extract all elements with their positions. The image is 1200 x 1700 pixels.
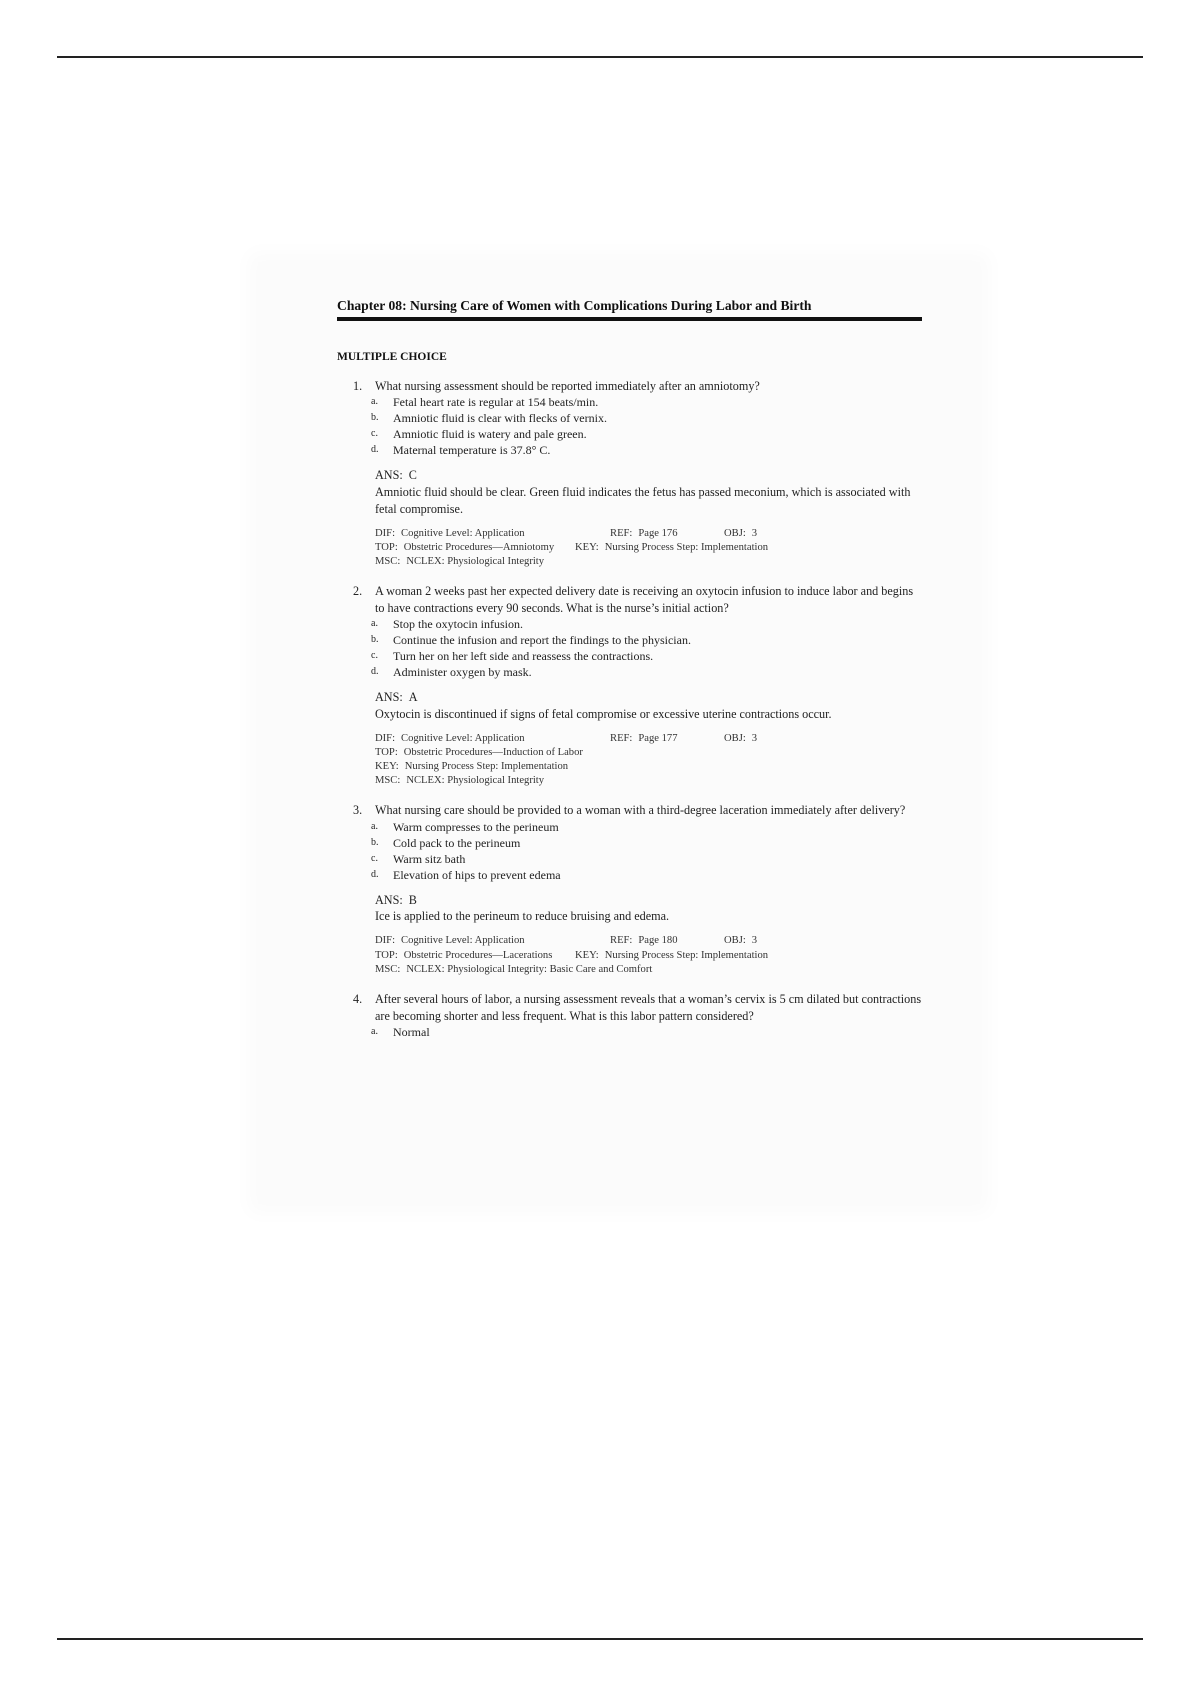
question-metadata: [375, 934, 922, 977]
option-c: [371, 426, 922, 442]
question-text: What nursing care should be provided to a woman with a third-degree laceration immediately after delivery?: [375, 803, 906, 818]
chapter-title: Chapter 08: Nursing Care of Women with Complications During Labor and Birth: [337, 297, 922, 321]
question-3: [337, 802, 922, 977]
option-text: Warm compresses to the perineum: [393, 819, 559, 834]
option-text: Elevation of hips to prevent edema: [393, 867, 561, 882]
question-stem: [337, 378, 922, 395]
obj-value: 3: [751, 935, 758, 947]
option-text: Normal: [393, 1025, 430, 1040]
question-metadata: [375, 732, 922, 789]
option-letter: b.: [371, 412, 379, 423]
page-top-rule: [57, 56, 1143, 58]
section-heading: MULTIPLE CHOICE: [337, 351, 447, 363]
key-value: Nursing Process Step: Implementation: [604, 541, 769, 553]
obj-label: OBJ:: [724, 527, 746, 539]
option-text: Cold pack to the perineum: [393, 835, 521, 850]
msc-value: NCLEX: Physiological Integrity: [406, 775, 545, 787]
option-a: [371, 394, 922, 410]
option-letter: c.: [371, 852, 378, 864]
option-d: [371, 442, 922, 458]
ref-label: REF:: [610, 732, 633, 744]
option-letter: d.: [371, 868, 379, 880]
answer-label: ANS:: [375, 892, 403, 907]
option-text: Turn her on her left side and reassess the contractions.: [393, 649, 654, 664]
msc-label: MSC:: [375, 775, 401, 787]
dif-label: DIF:: [375, 527, 396, 539]
option-letter: d.: [371, 444, 379, 455]
obj-label: OBJ:: [724, 935, 746, 947]
option-c: [371, 851, 922, 867]
option-a: [371, 819, 922, 835]
option-letter: a.: [371, 396, 378, 407]
option-text: Stop the oxytocin infusion.: [393, 617, 523, 632]
answer-label: ANS:: [375, 690, 403, 705]
option-text: Continue the infusion and report the findings to the physician.: [393, 633, 691, 648]
question-2: [337, 583, 922, 788]
option-c: [371, 648, 922, 664]
question-text: What nursing assessment should be reported immediately after an amniotomy?: [375, 378, 760, 393]
question-metadata: [375, 527, 922, 570]
ref-value: Page 180: [638, 935, 678, 947]
option-letter: b.: [371, 836, 379, 848]
option-a: [371, 616, 922, 632]
obj-value: 3: [751, 527, 758, 539]
rationale-text: Oxytocin is discontinued if signs of fetal compromise or excessive uterine contractions occur.: [375, 706, 832, 721]
option-b: [371, 632, 922, 648]
dif-label: DIF:: [375, 732, 396, 744]
question-text: After several hours of labor, a nursing assessment reveals that a woman’s cervix is 5 cm dilated but contractions are becoming shorter and less frequent. What is this labor pattern considered?: [375, 992, 922, 1023]
answer-value: B: [408, 892, 417, 907]
obj-value: 3: [751, 732, 758, 744]
msc-label: MSC:: [375, 963, 401, 975]
obj-label: OBJ:: [724, 732, 746, 744]
option-letter: a.: [371, 618, 378, 630]
option-d: [371, 664, 922, 680]
answer-line: [375, 467, 922, 484]
option-list: [371, 819, 922, 883]
question-text: A woman 2 weeks past her expected delivery date is receiving an oxytocin infusion to induce labor and begins to have contractions every 90 seconds. What is the nurse’s initial action?: [375, 584, 914, 615]
rationale-text: Amniotic fluid should be clear. Green fluid indicates the fetus has passed meconium, which is associated with fetal compromise.: [375, 484, 911, 516]
option-letter: c.: [371, 650, 378, 662]
option-list: [371, 1024, 922, 1040]
dif-value: Cognitive Level: Application: [401, 527, 525, 539]
question-number: 3.: [353, 803, 363, 818]
top-label: TOP:: [375, 949, 398, 961]
top-label: TOP:: [375, 746, 398, 758]
question-stem: [337, 802, 922, 819]
key-value: Nursing Process Step: Implementation: [404, 761, 569, 773]
option-letter: b.: [371, 634, 379, 646]
question-4: [337, 991, 922, 1040]
option-b: [371, 835, 922, 851]
question-number: 2.: [353, 584, 363, 599]
key-label: KEY:: [575, 949, 599, 961]
ref-label: REF:: [610, 935, 633, 947]
top-value: Obstetric Procedures—Amniotomy: [403, 541, 555, 553]
key-label: KEY:: [375, 761, 399, 773]
dif-value: Cognitive Level: Application: [401, 732, 525, 744]
question-stem: [337, 991, 922, 1024]
ref-label: REF:: [610, 527, 633, 539]
dif-value: Cognitive Level: Application: [401, 935, 525, 947]
key-value: Nursing Process Step: Implementation: [604, 949, 769, 961]
msc-value: NCLEX: Physiological Integrity: Basic Care and Comfort: [406, 963, 653, 975]
option-text: Warm sitz bath: [393, 851, 466, 866]
answer-value: C: [408, 468, 417, 482]
option-text: Amniotic fluid is watery and pale green.: [393, 427, 587, 441]
top-value: Obstetric Procedures—Lacerations: [403, 949, 553, 961]
option-b: [371, 410, 922, 426]
option-list: [371, 616, 922, 680]
page-bottom-rule: [57, 1638, 1143, 1640]
option-text: Maternal temperature is 37.8° C.: [393, 443, 551, 457]
msc-value: NCLEX: Physiological Integrity: [406, 555, 545, 567]
dif-label: DIF:: [375, 935, 396, 947]
option-d: [371, 867, 922, 883]
option-letter: c.: [371, 428, 378, 439]
top-label: TOP:: [375, 541, 398, 553]
answer-line: [375, 892, 922, 909]
msc-label: MSC:: [375, 555, 401, 567]
question-number: 1.: [353, 378, 363, 393]
answer-value: A: [408, 690, 418, 705]
answer-label: ANS:: [375, 468, 403, 482]
ref-value: Page 177: [638, 732, 678, 744]
option-text: Fetal heart rate is regular at 154 beats/min.: [393, 395, 599, 409]
question-1: [337, 378, 922, 570]
option-text: Amniotic fluid is clear with flecks of vernix.: [393, 411, 607, 425]
top-value: Obstetric Procedures—Induction of Labor: [403, 746, 583, 758]
key-label: KEY:: [575, 541, 599, 553]
option-text: Administer oxygen by mask.: [393, 665, 532, 680]
ref-value: Page 176: [638, 527, 678, 539]
option-a: [371, 1024, 922, 1040]
option-list: [371, 394, 922, 458]
option-letter: d.: [371, 666, 379, 678]
question-number: 4.: [353, 992, 363, 1007]
question-stem: [337, 583, 922, 616]
option-letter: a.: [371, 1026, 378, 1038]
answer-line: [375, 689, 922, 706]
document-content: [337, 297, 922, 1054]
option-letter: a.: [371, 820, 378, 832]
rationale-text: Ice is applied to the perineum to reduce bruising and edema.: [375, 909, 670, 924]
